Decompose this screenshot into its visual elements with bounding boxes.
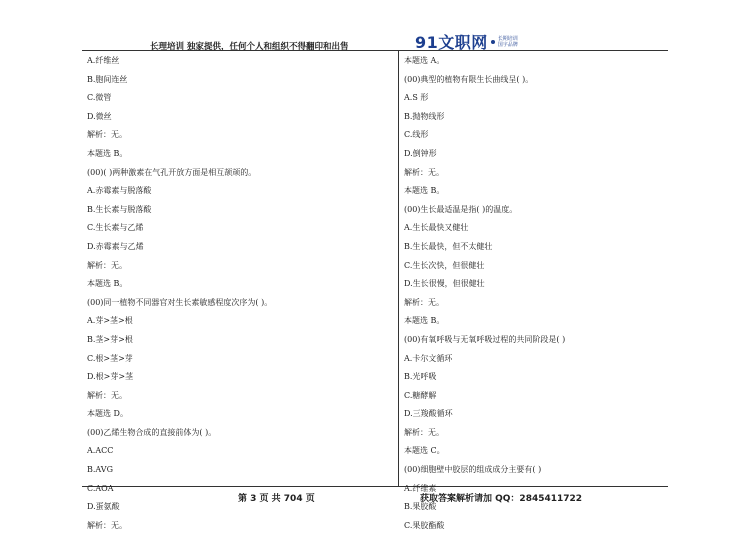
text-line: 解析：无。 [404,297,444,307]
text-line: C.糖酵解 [404,390,437,400]
logo-text: 91文职网 [415,33,488,52]
text-line: B.生长素与脱落酸 [87,204,152,214]
column-divider [398,50,399,486]
text-line: 解析：无。 [87,130,127,140]
text-line: (00)同一植物不同器官对生长素敏感程度次序为( )。 [87,297,273,307]
text-line: 解析：无。 [404,167,444,177]
text-line: 解析：无。 [87,520,127,530]
text-line: 本题选 B。 [404,186,445,196]
text-line: D.三羧酸循环 [404,409,453,419]
text-line: A.S 形 [404,93,429,103]
text-line: A.赤霉素与脱落酸 [87,186,152,196]
text-line: B.茎>芽>根 [87,334,133,344]
header-note: 长理培训 独家提供，任何个人和组织不得翻印和出售 [150,42,349,52]
text-line: A.生长最快又健壮 [404,223,469,233]
text-line: A.ACC [87,446,114,456]
text-line: 本题选 B。 [87,279,128,289]
text-line: C.根>茎>芽 [87,353,133,363]
text-line: B.抛物线形 [404,111,445,121]
text-line: (00)有氧呼吸与无氧呼吸过程的共同阶段是( ) [404,334,566,344]
page-number: 第 3 页 共 704 页 [238,494,315,504]
text-line: D.根>芽>茎 [87,372,134,382]
text-line: D.倒钟形 [404,148,437,158]
logo-slogan-line-2: 国字品牌 [497,41,518,48]
text-line: 本题选 B。 [87,148,128,158]
text-line: A.芽>茎>根 [87,316,133,326]
contact-note: 获取答案解析请加 QQ：2845411722 [420,494,583,504]
text-line: 本题选 C。 [404,446,445,456]
text-line: C.微管 [87,93,112,103]
text-line: 本题选 B。 [404,316,445,326]
text-line: D.赤霉素与乙烯 [87,241,144,251]
right-column [404,52,704,535]
text-line: B.胞间连丝 [87,74,128,84]
text-line: 解析：无。 [87,390,127,400]
logo-dot-icon [491,40,495,44]
text-line: (00)细胞壁中胶层的组成成分主要有( ) [404,465,542,475]
text-line: 本题选 A。 [404,56,445,65]
text-line: A.纤维素 [404,483,437,493]
text-line: C.线形 [404,130,429,140]
top-rule [82,50,668,51]
text-line: A.卡尔文循环 [404,353,453,363]
text-line: 解析：无。 [87,260,127,270]
text-line: (00)乙烯生物合成的直接前体为( )。 [87,427,217,437]
text-line: D.蛋氨酸 [87,502,120,512]
text-line: C.AOA [87,483,114,493]
text-line: D.生长很慢，但很健壮 [404,279,485,289]
logo-slogan-line-1: 长期培训 [497,35,518,42]
text-line: C.果胶酯酸 [404,520,445,530]
text-line: C.生长素与乙烯 [87,223,144,233]
text-line: C.生长次快，但很健壮 [404,260,485,270]
text-line: B.果胶酸 [404,502,437,512]
text-line: (00)生长最适温是指( )的温度。 [404,204,518,214]
text-line: (00)( )两种激素在气孔开放方面是相互颉颃的。 [87,167,257,177]
logo-slogan [498,36,518,48]
text-line: B.生长最快，但不太健壮 [404,241,493,251]
text-line: B.AVG [87,465,113,475]
text-line: 解析：无。 [404,427,444,437]
text-line: D.微丝 [87,111,112,121]
text-line: A.纤维丝 [87,56,120,65]
left-column [87,52,387,535]
text-line: B.光呼吸 [404,372,437,382]
text-line: (00)典型的植物有限生长曲线呈( )。 [404,74,534,84]
text-line: 本题选 D。 [87,409,128,419]
